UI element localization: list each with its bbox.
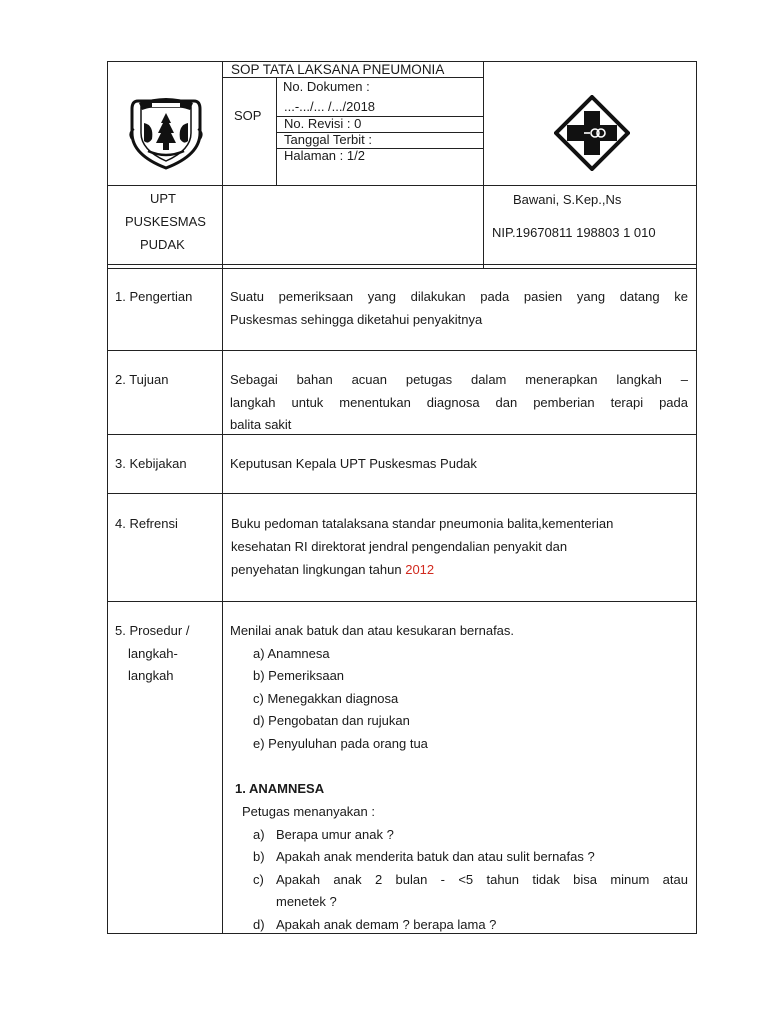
- doc-number-label: No. Dokumen :: [283, 79, 370, 94]
- table-border-left: [107, 61, 108, 934]
- tujuan-line-3: balita sakit: [230, 417, 292, 432]
- prosedur-label-line-3: langkah: [128, 668, 174, 683]
- tujuan-line-1: Sebagai bahan acuan petugas dalam menerapkan langkah –: [230, 372, 688, 387]
- question-c-cont: menetek ?: [276, 894, 337, 909]
- row-divider-2: [107, 434, 697, 435]
- question-b-mark: b): [253, 849, 265, 864]
- signer-name: Bawani, S.Kep.,Ns: [513, 192, 622, 207]
- row-divider-4: [107, 601, 697, 602]
- prosedur-label-line-1: 5. Prosedur /: [115, 623, 190, 638]
- prosedur-label-line-2: langkah-: [128, 646, 178, 661]
- question-d-mark: d): [253, 917, 265, 932]
- regional-emblem-icon: [124, 93, 208, 171]
- header-divider-right: [483, 61, 484, 269]
- pengertian-line-2: Puskesmas sehingga diketahui penyakitnya: [230, 312, 483, 327]
- unit-line-1: UPT: [150, 191, 176, 206]
- refrensi-label: 4. Refrensi: [115, 516, 178, 531]
- publish-date: Tanggal Terbit :: [284, 132, 372, 147]
- kebijakan-text: Keputusan Kepala UPT Puskesmas Pudak: [230, 456, 477, 471]
- anamnesa-heading: 1. ANAMNESA: [235, 781, 325, 796]
- table-border-bottom: [107, 933, 697, 934]
- refrensi-line-2: kesehatan RI direktorat jendral pengendalian penyakit dan: [231, 539, 568, 554]
- prosedur-step-b: b) Pemeriksaan: [253, 668, 345, 683]
- revision-number: No. Revisi : 0: [284, 116, 362, 131]
- header-bottom-line: [107, 264, 697, 265]
- prosedur-step-c: c) Menegakkan diagnosa: [253, 691, 399, 706]
- refrensi-line-3-text: penyehatan lingkungan tahun: [231, 562, 406, 577]
- prosedur-step-d: d) Pengobatan dan rujukan: [253, 713, 410, 728]
- anamnesa-intro: Petugas menanyakan :: [242, 804, 375, 819]
- puskesmas-logo-icon: [554, 95, 630, 171]
- tujuan-line-2: langkah untuk menentukan diagnosa dan pemberian terapi pada: [230, 395, 688, 410]
- signer-nip: NIP.19670811 198803 1 010: [492, 225, 656, 240]
- sop-title: SOP TATA LAKSANA PNEUMONIA: [231, 62, 445, 77]
- question-a-mark: a): [253, 827, 265, 842]
- question-d-text: Apakah anak demam ? berapa lama ?: [276, 917, 497, 932]
- header-bottom-line-2: [107, 268, 697, 269]
- row-divider-1: [107, 350, 697, 351]
- refrensi-line-1: Buku pedoman tatalaksana standar pneumonia balita,kementerian: [231, 516, 614, 531]
- table-border-right: [696, 61, 697, 934]
- refrensi-line-3: [231, 562, 434, 578]
- question-b-text: Apakah anak menderita batuk dan atau sulit bernafas ?: [276, 849, 595, 864]
- header-divider-left: [222, 61, 223, 269]
- question-c-text: Apakah anak 2 bulan - <5 tahun tidak bisa minum atau: [276, 872, 688, 887]
- row-divider-3: [107, 493, 697, 494]
- kebijakan-label: 3. Kebijakan: [115, 456, 187, 471]
- pengertian-line-1: Suatu pemeriksaan yang dilakukan pada pasien yang datang ke: [230, 289, 688, 304]
- unit-line-2: PUSKESMAS: [125, 214, 206, 229]
- page-number: Halaman : 1/2: [284, 148, 365, 163]
- pengertian-label: 1. Pengertian: [115, 289, 193, 304]
- refrensi-year: 2012: [405, 562, 435, 577]
- question-a-text: Berapa umur anak ?: [276, 827, 394, 842]
- prosedur-intro: Menilai anak batuk dan atau kesukaran bernafas.: [230, 623, 515, 638]
- prosedur-step-a: a) Anamnesa: [253, 646, 330, 661]
- sop-label: SOP: [234, 108, 262, 123]
- unit-line-3: PUDAK: [140, 237, 185, 252]
- header-row-divider: [107, 185, 697, 186]
- question-c-mark: c): [253, 872, 264, 887]
- doc-number-value: ...-.../... /.../2018: [284, 99, 376, 114]
- tujuan-label: 2. Tujuan: [115, 372, 169, 387]
- prosedur-step-e: e) Penyuluhan pada orang tua: [253, 736, 428, 751]
